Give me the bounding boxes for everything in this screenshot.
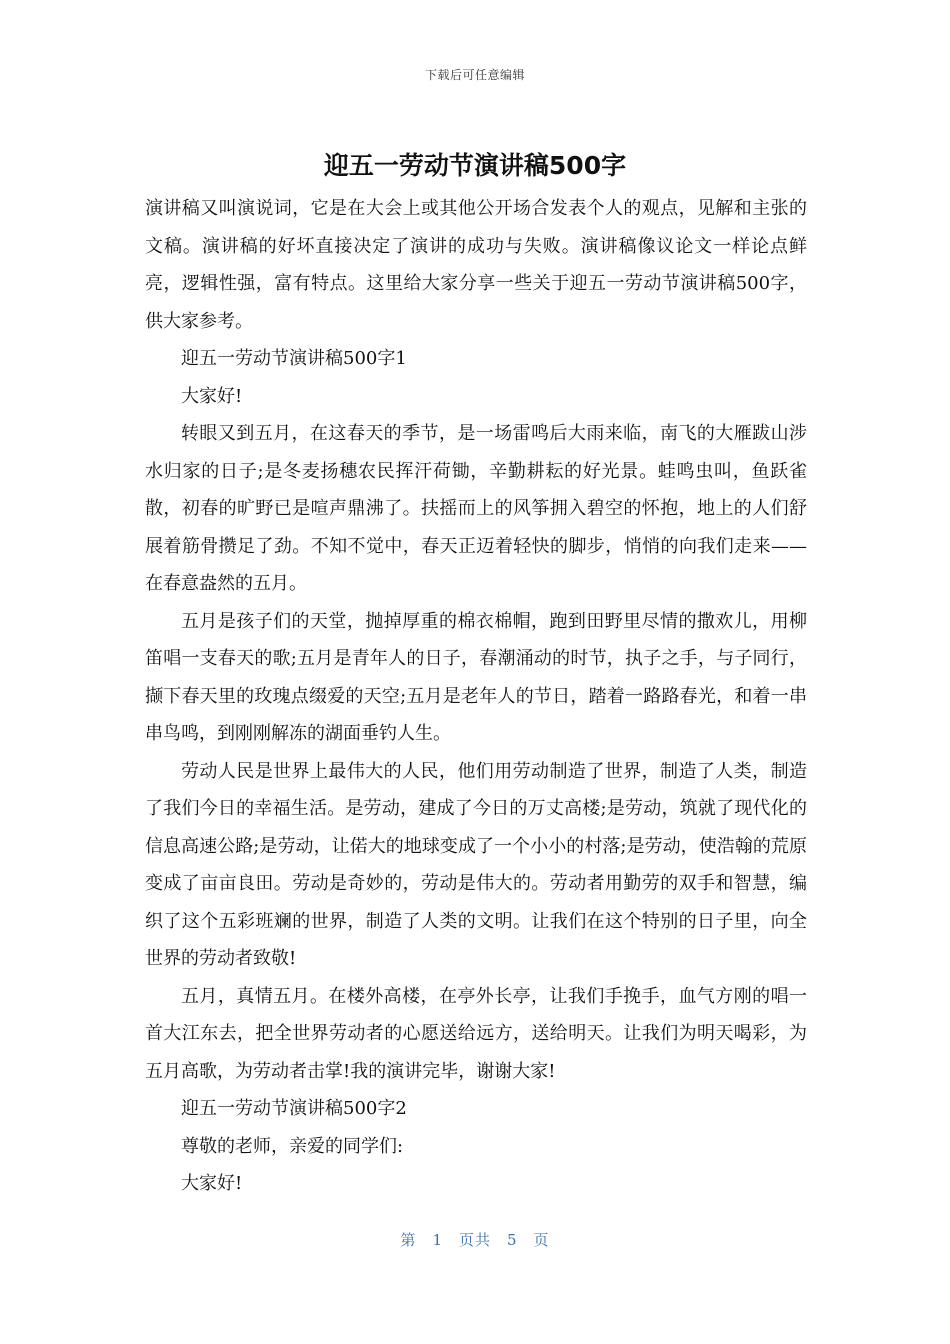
document-body — [145, 190, 807, 1203]
header-note: 下载后可任意编辑 — [424, 68, 525, 82]
footer-page-mid: 页共 — [458, 1231, 491, 1249]
body-paragraph: 五月是孩子们的天堂，抛掉厚重的棉衣棉帽，跑到田野里尽情的撒欢儿，用柳笛唱一支春天的歌;五月是青年人的日子，春潮涌动的时节，执子之手，与子同行，撷下春天里的玫瑰点缀爱的天空;五月是老年人的节日，踏着一路路春光，和着一串串鸟鸣，到刚刚解冻的湖面垂钓人生。 — [145, 610, 807, 744]
footer-page-suffix: 页 — [533, 1231, 550, 1249]
body-paragraph: 转眼又到五月，在这春天的季节，是一场雷鸣后大雨来临，南飞的大雁跋山涉水归家的日子;是冬麦扬穗农民挥汗荷锄，辛勤耕耘的好光景。蛙鸣虫叫，鱼跃雀散，初春的旷野已是喧声鼎沸了。扶摇而上的风筝拥入碧空的怀抱，地上的人们舒展着筋骨攒足了劲。不知不觉中，春天正迈着轻快的脚步，悄悄的向我们走来——在春意盎然的五月。 — [145, 423, 807, 594]
greeting-2: 大家好! — [181, 1173, 243, 1194]
document-title: 迎五一劳动节演讲稿500字 — [323, 151, 627, 180]
body-paragraph: 五月，真情五月。在楼外高楼，在亭外长亭，让我们手挽手，血气方刚的唱一首大江东去，把全世界劳动者的心愿送给远方，送给明天。让我们为明天喝彩，为五月高歌，为劳动者击掌!我的演讲完毕，谢谢大家! — [145, 985, 807, 1082]
page-footer — [0, 1229, 950, 1250]
intro-paragraph: 演讲稿又叫演说词，它是在大会上或其他公开场合发表个人的观点，见解和主张的文稿。演讲稿的好坏直接决定了演讲的成功与失败。演讲稿像议论文一样论点鲜亮，逻辑性强，富有特点。这里给大家分享一些关于迎五一劳动节演讲稿500字，供大家参考。 — [145, 198, 807, 332]
footer-page-prefix: 第 — [400, 1231, 417, 1249]
greeting-1: 大家好! — [181, 385, 243, 407]
section-heading-2: 迎五一劳动节演讲稿500字2 — [181, 1098, 407, 1119]
footer-page-number: 1 — [432, 1231, 443, 1249]
salutation: 尊敬的老师，亲爱的同学们: — [181, 1135, 404, 1157]
body-paragraph: 劳动人民是世界上最伟大的人民，他们用劳动制造了世界，制造了人类，制造了我们今日的幸福生活。是劳动，建成了今日的万丈高楼;是劳动，筑就了现代化的信息高速公路;是劳动，让偌大的地球变成了一个小小的村落;是劳动，使浩翰的荒原变成了亩亩良田。劳动是奇妙的，劳动是伟大的。劳动者用勤劳的双手和智慧，编织了这个五彩班斓的世界，制造了人类的文明。让我们在这个特别的日子里，向全世界的劳动者致敬! — [145, 760, 807, 969]
section-heading-1: 迎五一劳动节演讲稿500字1 — [181, 348, 407, 369]
footer-page-total: 5 — [507, 1231, 518, 1249]
